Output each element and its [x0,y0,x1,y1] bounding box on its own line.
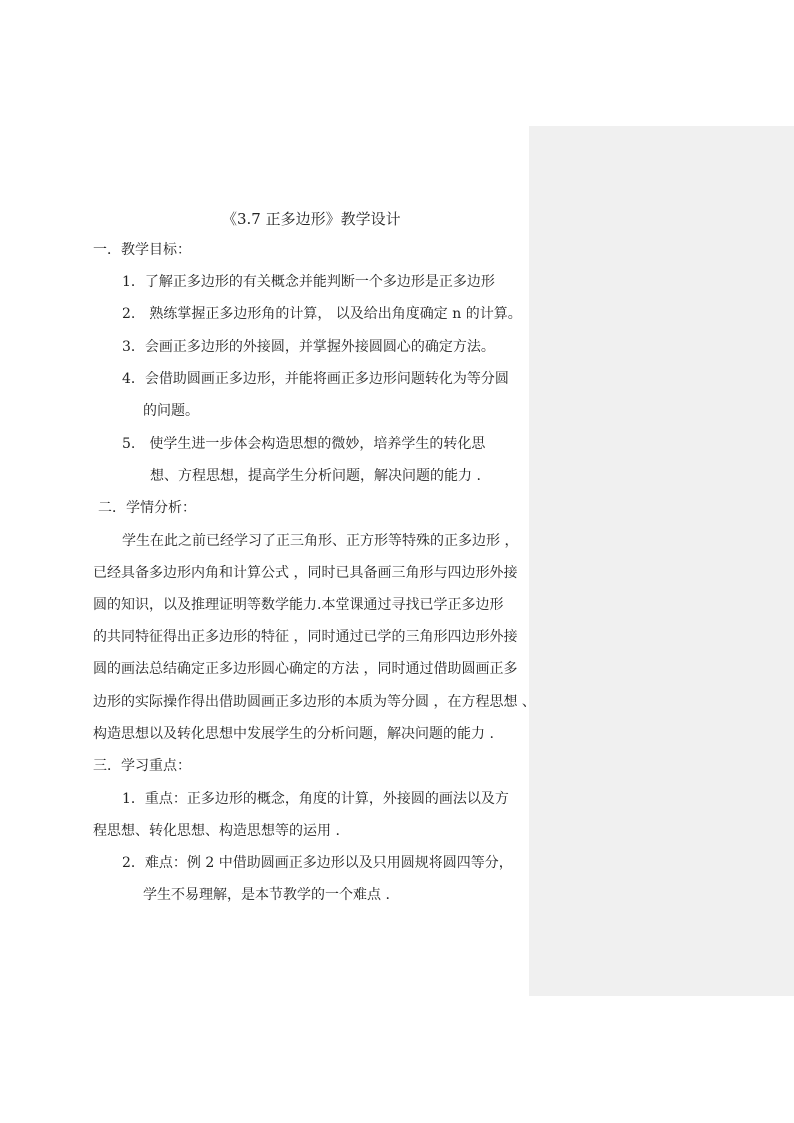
objective-item: 2. 熟练掌握正多边形角的计算， 以及给出角度确定 n 的计算。 [122,306,522,322]
document-title: 《3.7 正多边形》教学设计 [222,210,401,228]
paragraph-line: 的共同特征得出正多边形的特征 ，同时通过已学的三角形四边形外接 [93,629,518,645]
section-heading-objectives: 一．教学目标： [93,242,191,258]
paragraph-line: 已经具备多边形内角和计算公式 ，同时已具备画三角形与四边形外接 [93,565,518,581]
objective-item-continued: 的问题。 [143,403,199,419]
key-point-line: 程思想、转化思想、构造思想等的运用 . [93,823,340,839]
paragraph-line: 构造思想以及转化思想中发展学生的分析问题，解决问题的能力 . [93,726,494,742]
key-point-line: 2．难点：例 2 中借助圆画正多边形以及只用圆规将圆四等分， [122,855,513,871]
objective-item: 1．了解正多边形的有关概念并能判断一个多边形是正多边形 [122,274,495,290]
paragraph-line: 边形的实际操作得出借助圆画正多边形的本质为等分圆 ，在方程思想 、 [93,694,536,710]
objective-item: 4．会借助圆画正多边形，并能将画正多边形问题转化为等分圆 [122,371,509,387]
key-point-line: 1．重点：正多边形的概念，角度的计算，外接圆的画法以及方 [122,791,509,807]
section-heading-key-points: 三．学习重点： [93,758,191,774]
objective-item: 5. 使学生进一步体会构造思想的微妙，培养学生的转化思 [122,436,486,452]
paragraph-line: 圆的画法总结确定正多边形圆心确定的方法 ，同时通过借助圆画正多 [93,661,518,677]
section-heading-analysis: 二．学情分析： [98,500,196,516]
paragraph-line: 学生在此之前已经学习了正三角形、正方形等特殊的正多边形 ， [122,533,519,549]
comment-margin-pane [529,126,794,996]
paragraph-line: 圆的知识，以及推理证明等数学能力.本堂课通过寻找已学正多边形 [93,597,504,613]
key-point-line: 学生不易理解，是本节教学的一个难点 . [143,887,390,903]
objective-item: 3．会画正多边形的外接圆，并掌握外接圆圆心的确定方法。 [122,339,495,355]
objective-item-continued: 想、方程思想，提高学生分析问题，解决问题的能力 . [150,468,481,484]
